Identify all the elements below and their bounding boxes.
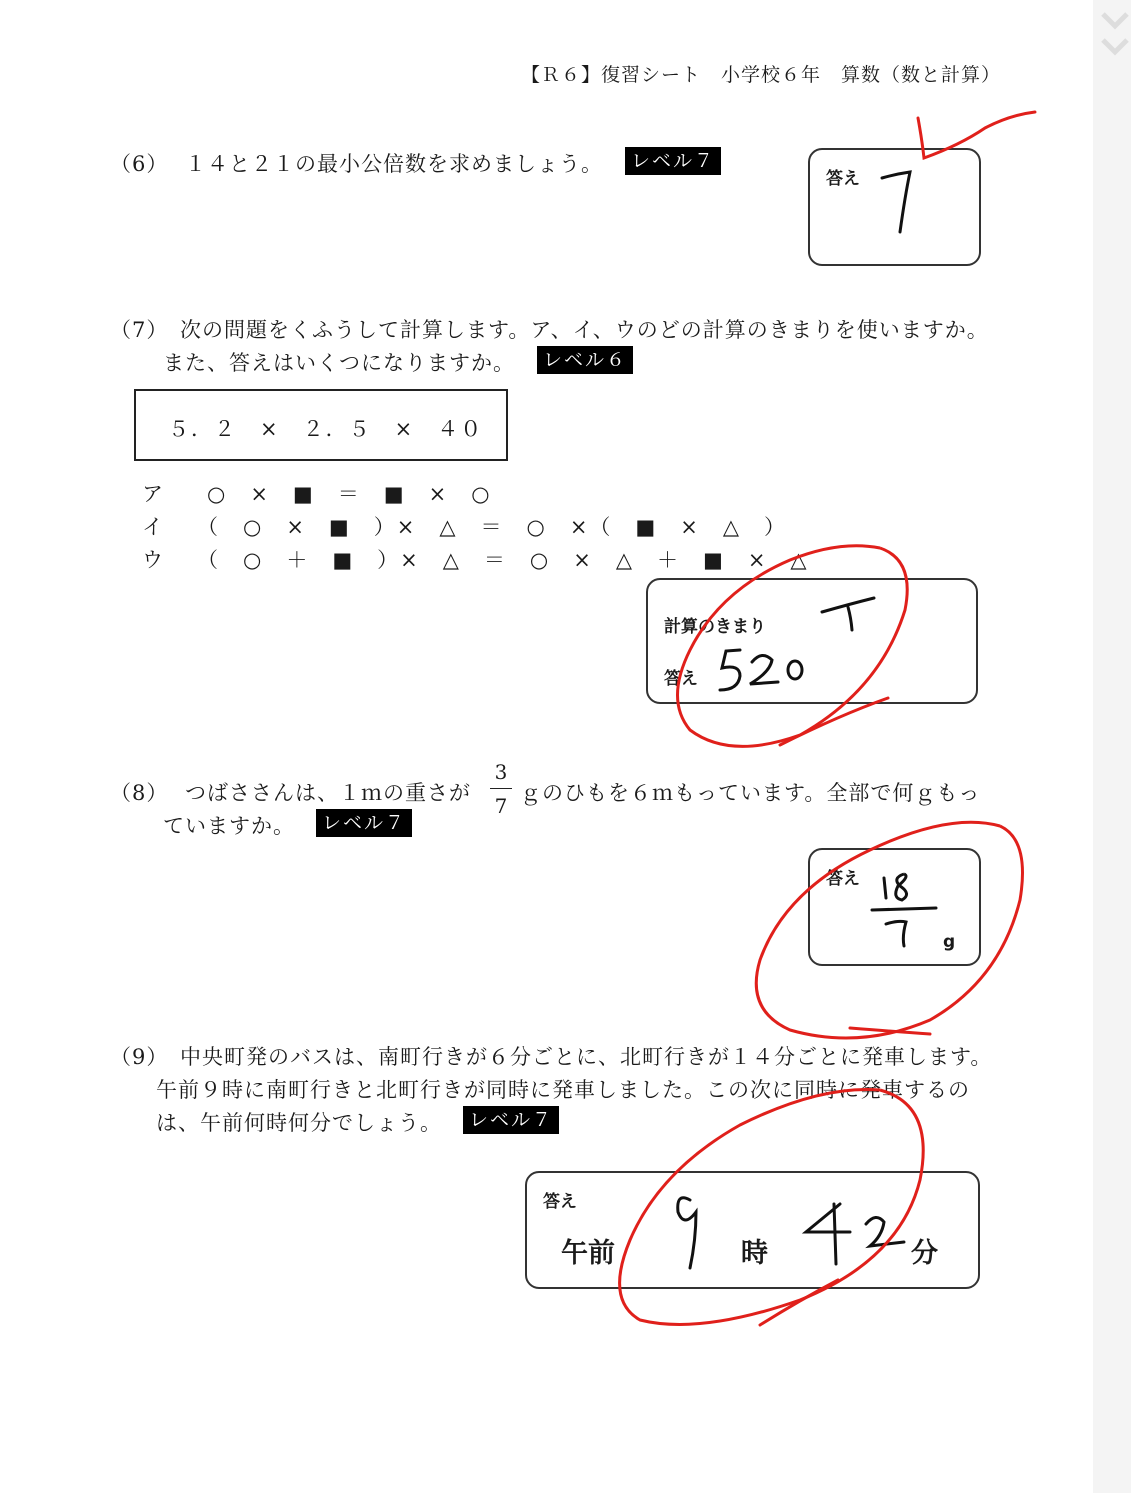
q9-line3: は、午前何時何分でしょう。 (156, 1111, 442, 1135)
q7-rule-b-mark: イ (142, 515, 165, 539)
q6-number: （6） (110, 152, 169, 176)
q7-answer-label: 答え (664, 669, 698, 689)
q9-am-label: 午前 (561, 1238, 615, 1269)
q7-rule-b: （ ○ × ■ ）× △ ＝ ○ ×（ ■ × △ ） (197, 515, 788, 539)
q8-answer-label: 答え (826, 869, 860, 889)
q8-unit: g (943, 932, 956, 952)
q7-line2: また、答えはいくつになりますか。 (163, 351, 515, 375)
q6-answer-label: 答え (826, 169, 860, 189)
q7-rule-a-mark: ア (142, 482, 165, 506)
q7-expression: ５．２ × ２．５ × ４０ (168, 417, 484, 441)
q9-line1: 中央町発のバスは、南町行きが６分ごとに、北町行きが１４分ごとに発車します。 (180, 1045, 993, 1069)
q9-answer-label: 答え (543, 1192, 577, 1212)
q8-level-badge: レベル７ (316, 809, 412, 837)
q8-text-after: ｇのひもを６ｍもっています。全部で何ｇもっ (520, 781, 981, 805)
q7-rule-label: 計算のきまり (664, 617, 766, 637)
q9-line2: 午前９時に南町行きと北町行きが同時に発車しました。この次に同時に発車するの (156, 1078, 970, 1102)
q8-fraction-denominator: 7 (494, 794, 508, 818)
q9-level-badge: レベル７ (463, 1106, 559, 1134)
q7-line1: 次の問題をくふうして計算します。ア、イ、ウのどの計算のきまりを使いますか。 (180, 318, 989, 342)
q8-text-before: つばささんは、１ｍの重さが (185, 781, 471, 805)
q8-number: （8） (110, 781, 169, 805)
q7-level-badge: レベル６ (537, 346, 633, 374)
q8-fraction-numerator: 3 (494, 760, 508, 784)
q7-number: （7） (110, 318, 169, 342)
q6-text: １４と２１の最小公倍数を求めましょう。 (185, 152, 603, 176)
page-header: 【Ｒ６】復習シート 小学校６年 算数（数と計算） (521, 64, 1002, 86)
q7-rule-c: （ ○ ＋ ■ ）× △ ＝ ○ × △ ＋ ■ × △ (197, 548, 809, 572)
q7-rule-c-mark: ウ (142, 548, 165, 572)
q6-level-badge: レベル７ (625, 147, 721, 175)
q9-minute-label: 分 (911, 1238, 938, 1269)
q9-hour-label: 時 (741, 1238, 768, 1269)
q7-rule-a: ○ × ■ ＝ ■ × ○ (207, 482, 492, 506)
q9-number: （9） (110, 1045, 169, 1069)
q8-line2: ていますか。 (163, 814, 295, 838)
